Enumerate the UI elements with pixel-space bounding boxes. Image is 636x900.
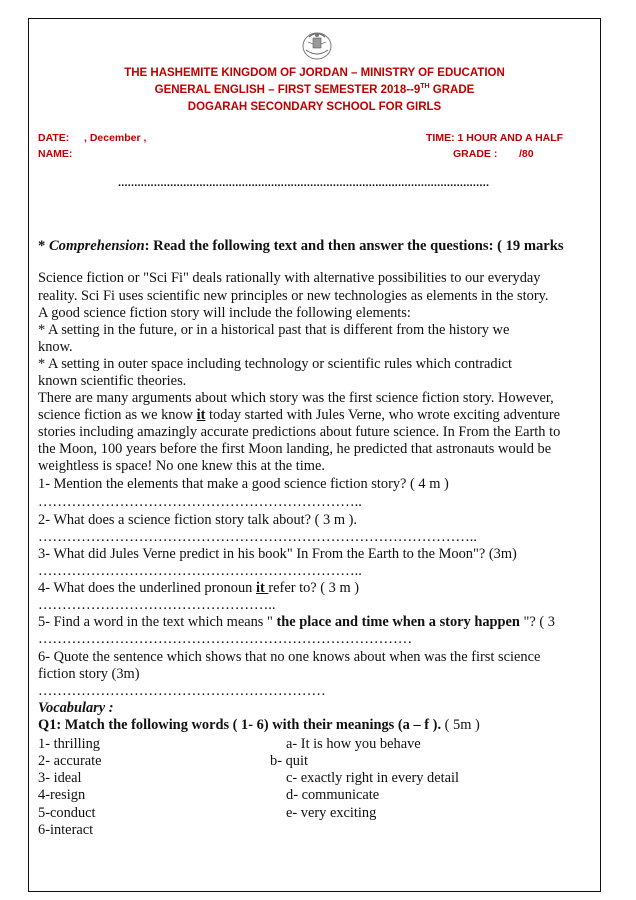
passage-line-5: know.	[38, 339, 73, 355]
date-label: DATE:	[38, 132, 70, 144]
passage-line-9: science fiction as we know it today started with Jules Verne, who wrote exciting adventure	[38, 407, 561, 423]
date-value: , December ,	[84, 132, 147, 144]
passage-line-10: stories including amazingly accurate predictions about future science. In From the Earth to	[38, 424, 561, 440]
question-1: 1- Mention the elements that make a good science fiction story? ( 4 m )	[38, 476, 449, 492]
question-5: 5- Find a word in the text which means " the place and time when a story happen "? ( 3	[38, 614, 555, 630]
passage-line-3: A good science fiction story will include the following elements:	[38, 305, 411, 321]
grade-value: /80	[519, 148, 534, 160]
question-2: 2- What does a science fiction story talk about? ( 3 m ).	[38, 512, 358, 528]
grade-label: GRADE :	[453, 148, 498, 160]
exam-heading: GENERAL ENGLISH – FIRST SEMESTER 2018--9TH GRADE	[154, 83, 475, 96]
question-6-line-2: fiction story (3m)	[38, 666, 140, 682]
time-label: TIME: 1 HOUR AND A HALF	[426, 132, 564, 144]
underlined-pronoun-it: it	[196, 407, 206, 423]
match-row-3: 3- ideal c- exactly right in every detail	[38, 770, 460, 786]
jordan-emblem-icon	[300, 28, 334, 62]
question-1-answer-line: …………………………………………………………..	[38, 494, 362, 510]
match-row-6: 6-interact	[38, 822, 94, 838]
comprehension-heading: * Comprehension: Read the following text and then answer the questions: ( 19 marks	[38, 238, 564, 254]
ministry-heading: THE HASHEMITE KINGDOM OF JORDAN – MINISTRY OF EDUCATION	[124, 67, 505, 79]
match-row-1: 1- thrilling a- It is how you behave	[38, 736, 421, 752]
question-2-answer-line: ………………………………………………………………………………..	[38, 529, 477, 545]
vocabulary-question-1: Q1: Match the following words ( 1- 6) with their meanings (a – f ). ( 5m )	[38, 717, 480, 733]
name-label: NAME:	[38, 148, 73, 160]
passage-line-2: reality. Sci Fi uses scientific new principles or new technologies as elements in the story.	[38, 288, 549, 304]
question-3: 3- What did Jules Verne predict in his book" In From the Earth to the Moon"? (3m)	[38, 546, 517, 562]
passage-line-1: Science fiction or "Sci Fi" deals rationally with alternative possibilities to our everyday	[38, 270, 541, 286]
question-6-answer-line: ……………………………………………………	[38, 683, 326, 699]
question-4: 4- What does the underlined pronoun it refer to? ( 3 m )	[38, 580, 360, 596]
passage-line-11: the Moon, 100 years before the first Moon landing, he predicted that astronauts would be	[38, 441, 552, 457]
match-row-2: 2- accurate b- quit	[38, 753, 308, 769]
question-5-answer-line: ……………………………………………………………………	[38, 631, 413, 647]
divider-line: ..................................................................................................................	[118, 177, 490, 189]
school-heading: DOGARAH SECONDARY SCHOOL FOR GIRLS	[187, 101, 442, 113]
match-row-4: 4-resign d- communicate	[38, 787, 380, 803]
passage-line-4: * A setting in the future, or in a historical past that is different from the history we	[38, 322, 510, 338]
match-row-5: 5-conduct e- very exciting	[38, 805, 377, 821]
question-4-answer-line: …………………………………………..	[38, 597, 276, 613]
passage-line-12: weightless is space! No one knew this at the time.	[38, 458, 325, 474]
question-3-answer-line: …………………………………………………………..	[38, 563, 362, 579]
passage-line-7: known scientific theories.	[38, 373, 187, 389]
vocabulary-heading: Vocabulary :	[38, 700, 114, 716]
passage-line-6: * A setting in outer space including technology or scientific rules which contradict	[38, 356, 512, 372]
passage-line-8: There are many arguments about which story was the first science fiction story. However,	[38, 390, 554, 406]
question-6-line-1: 6- Quote the sentence which shows that no one knows about when was the first science	[38, 649, 541, 665]
